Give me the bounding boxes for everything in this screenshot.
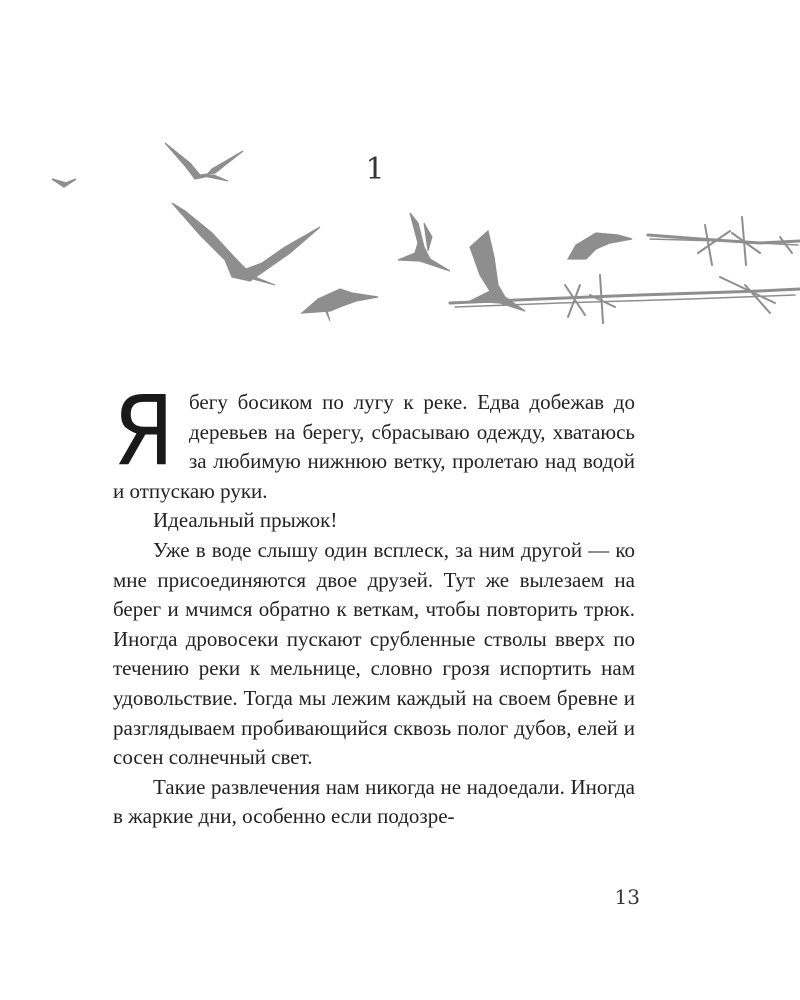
paragraph: Такие развлечения нам никогда не надоедали. Иногда в жаркие дни, особенно если подозре-: [113, 774, 635, 829]
small-bird-icon: [52, 179, 76, 187]
paragraph-text: бегу босиком по лугу к реке. Едва добежав до деревьев на берегу, сбрасываю одежду, хватаюсь за любимую нижнюю ветку, пролетаю над водой и отпускаю руки.: [113, 390, 635, 503]
bird-icon: [165, 143, 243, 181]
bird-icon: [398, 213, 450, 271]
page-number: 13: [614, 885, 640, 909]
barbed-wire-icon: [450, 217, 800, 323]
drop-cap: [113, 375, 185, 487]
first-paragraph: [113, 375, 635, 506]
birds-illustration: [0, 135, 800, 335]
body-text: [113, 375, 635, 832]
bird-icon: [302, 289, 378, 321]
paragraph: Идеальный прыжок!: [153, 508, 338, 533]
bird-icon: [568, 233, 632, 259]
drop-cap-letter: Я: [113, 375, 175, 487]
bird-icon: [172, 203, 320, 285]
paragraph: Уже в воде слышу один всплеск, за ним другой — ко мне присоединяются двое друзей. Тут же вылезаем на берег и мчимся обратно к веткам, чтобы повторить трюк. Иногда дровосеки пускают срубленные стволы вверх по течению реки к мельнице, словно грозя испортить нам удовольствие. Тогда мы лежим каждый на своем бревне и разглядываем пробивающийся сквозь полог дубов, елей и сосен солнечный свет.: [113, 537, 635, 770]
chapter-number: 1: [365, 152, 385, 187]
